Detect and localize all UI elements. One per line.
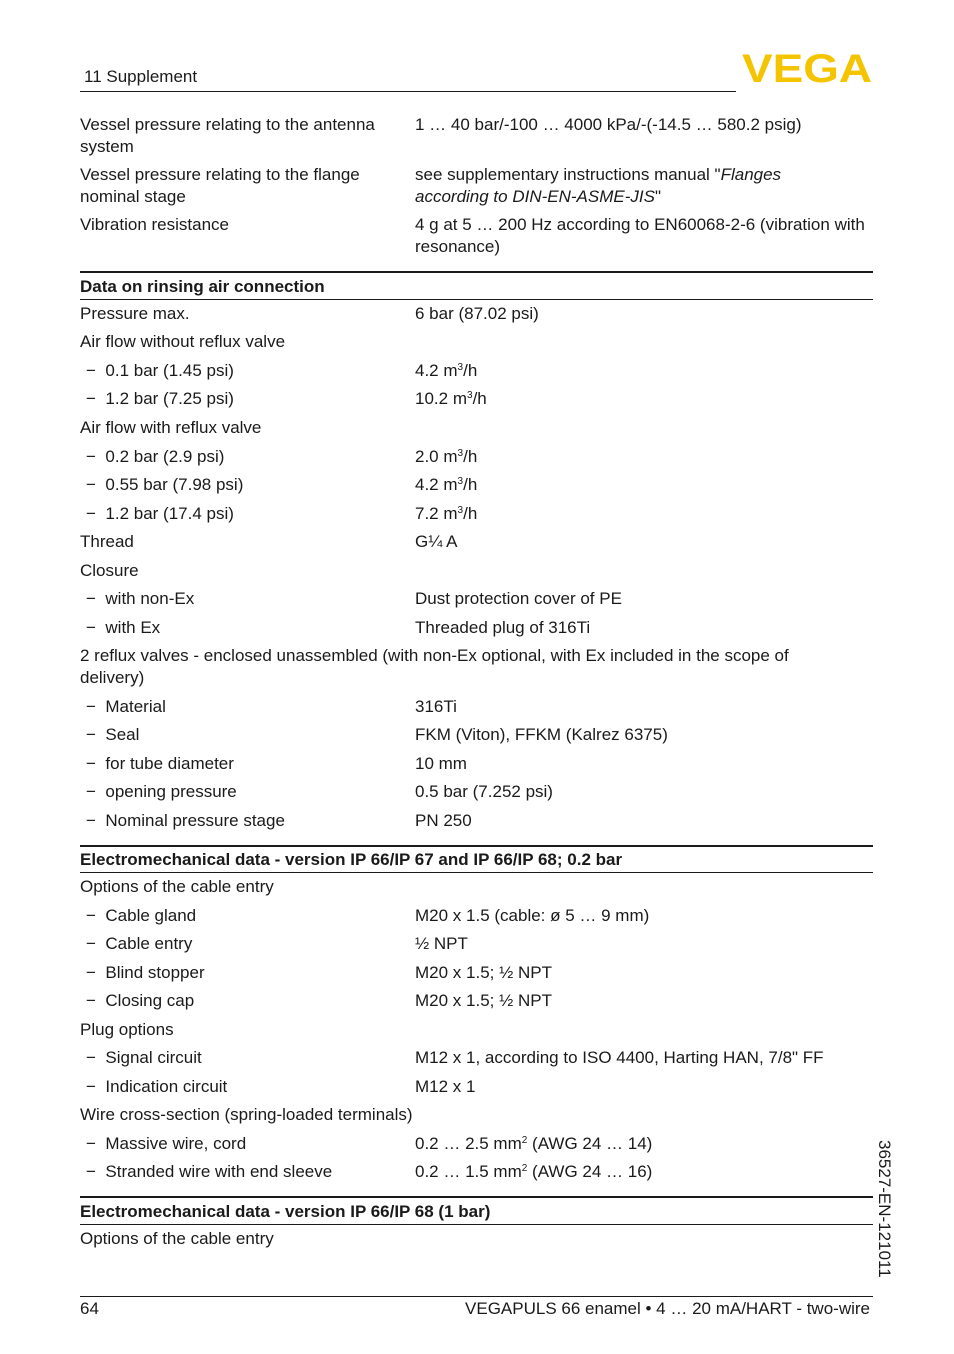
spec-sub-value: FKM (Viton), FFKM (Kalrez 6375) — [415, 725, 668, 744]
spec-sub-label: − 0.55 bar (7.98 psi) — [86, 475, 244, 494]
spec-sub-label: − with non-Ex — [86, 589, 195, 608]
spec-sub-value: 0.2 … 2.5 $mm^2$ (AWG 24 … 14) — [415, 1134, 653, 1153]
cable-options-label: Options of the cable entry — [80, 877, 274, 896]
spec-sub-label: − Cable gland — [86, 906, 197, 925]
footer-rule — [80, 1296, 873, 1297]
section-title: 11 Supplement — [84, 67, 198, 86]
section-rule-top — [80, 1196, 873, 1198]
wire-section-label: Wire cross-section (spring-loaded terminals) — [80, 1105, 413, 1124]
spec-value-flange: see supplementary instructions manual "Flanges according to DIN-EN-ASME-JIS" — [415, 165, 782, 206]
spec-sub-value: Dust protection cover of PE — [415, 589, 622, 608]
spec-sub-value: M12 x 1, according to ISO 4400, Harting HAN, 7/8" FF — [415, 1048, 824, 1067]
vega-logo — [742, 50, 873, 84]
spec-sub-value: 10 mm — [415, 754, 467, 773]
spec-label-flange: Vessel pressure relating to the flange nominal stage — [80, 165, 360, 206]
spec-sub-label: − 1.2 bar (17.4 psi) — [86, 504, 234, 523]
spec-sub-label: − Closing cap — [86, 991, 195, 1010]
spec-label-vibration: Vibration resistance — [80, 215, 229, 234]
thread-value: G¼ A — [415, 532, 458, 551]
section-rule-bottom — [80, 1224, 873, 1225]
spec-sub-value: 4.2 $m^3/h$ — [415, 475, 478, 494]
spec-sub-value: M20 x 1.5; ½ NPT — [415, 963, 552, 982]
section-rule-bottom — [80, 872, 873, 873]
spec-sub-label: − for tube diameter — [86, 754, 234, 773]
valves-note: 2 reflux valves - enclosed unassembled (with non-Ex optional, with Ex included in the scope of delivery) — [80, 646, 789, 687]
spec-sub-label: − Stranded wire with end sleeve — [86, 1162, 333, 1181]
section-heading-rinsing: Data on rinsing air connection — [80, 277, 325, 296]
spec-value-antenna: 1 … 40 bar/-100 … 4000 kPa/-(-14.5 … 580.2 psig) — [415, 115, 802, 134]
logo-text: VEGA — [742, 50, 872, 84]
spec-sub-label: − Cable entry — [86, 934, 193, 953]
spec-sub-value: 316Ti — [415, 697, 457, 716]
spec-sub-value: ½ NPT — [415, 934, 468, 953]
spec-sub-label: − 1.2 bar (7.25 psi) — [86, 389, 234, 408]
spec-sub-value: PN 250 — [415, 811, 472, 830]
section-heading-electro2: Electromechanical data - version IP 66/IP 68 (1 bar) — [80, 1202, 491, 1221]
spec-sub-label: − Massive wire, cord — [86, 1134, 247, 1153]
spec-sub-label: − Material — [86, 697, 166, 716]
spec-sub-label: − Signal circuit — [86, 1048, 202, 1067]
document-id: 36527-EN-121011 — [875, 1140, 894, 1278]
spec-sub-label: − Indication circuit — [86, 1077, 228, 1096]
spec-sub-value: 10.2 $m^3/h$ — [415, 389, 487, 408]
spec-sub-value: Threaded plug of 316Ti — [415, 618, 591, 637]
section-heading-electro1: Electromechanical data - version IP 66/IP 67 and IP 66/IP 68; 0.2 bar — [80, 850, 623, 869]
no-reflux-label: Air flow without reflux valve — [80, 332, 286, 351]
spec-sub-value: M12 x 1 — [415, 1077, 476, 1096]
spec-label-antenna: Vessel pressure relating to the antenna system — [80, 115, 375, 156]
spec-sub-label: − Seal — [86, 725, 140, 744]
page-number: 64 — [80, 1299, 99, 1318]
pressure-value: 6 bar (87.02 psi) — [415, 304, 539, 323]
thread-label: Thread — [80, 532, 134, 551]
spec-sub-label: − 0.1 bar (1.45 psi) — [86, 361, 234, 380]
section-rule-top — [80, 271, 873, 273]
spec-sub-label: − Blind stopper — [86, 963, 205, 982]
spec-sub-value: M20 x 1.5 (cable: ø 5 … 9 mm) — [415, 906, 650, 925]
section-rule-top — [80, 845, 873, 847]
spec-sub-label: − Nominal pressure stage — [86, 811, 285, 830]
spec-sub-label: − 0.2 bar (2.9 psi) — [86, 447, 225, 466]
spec-value-vibration: 4 g at 5 … 200 Hz according to EN60068-2-6 (vibration with resonance) — [415, 215, 865, 256]
spec-sub-value: 2.0 $m^3/h$ — [415, 447, 478, 466]
spec-sub-value: 7.2 $m^3/h$ — [415, 504, 478, 523]
spec-sub-value: M20 x 1.5; ½ NPT — [415, 991, 552, 1010]
spec-sub-label: − opening pressure — [86, 782, 237, 801]
spec-sub-label: − with Ex — [86, 618, 161, 637]
spec-sub-value: 4.2 $m^3/h$ — [415, 361, 478, 380]
product-name: VEGAPULS 66 enamel • 4 … 20 mA/HART - two-wire — [465, 1299, 870, 1318]
section-rule-bottom — [80, 299, 873, 300]
spec-sub-value: 0.2 … 1.5 $mm^2$ (AWG 24 … 16) — [415, 1162, 653, 1181]
closure-label: Closure — [80, 561, 139, 580]
header-rule — [80, 91, 736, 92]
spec-sub-value: 0.5 bar (7.252 psi) — [415, 782, 553, 801]
cable-options-label-2: Options of the cable entry — [80, 1229, 274, 1248]
plug-options-label: Plug options — [80, 1020, 174, 1039]
pressure-label: Pressure max. — [80, 304, 190, 323]
reflux-label: Air flow with reflux valve — [80, 418, 262, 437]
